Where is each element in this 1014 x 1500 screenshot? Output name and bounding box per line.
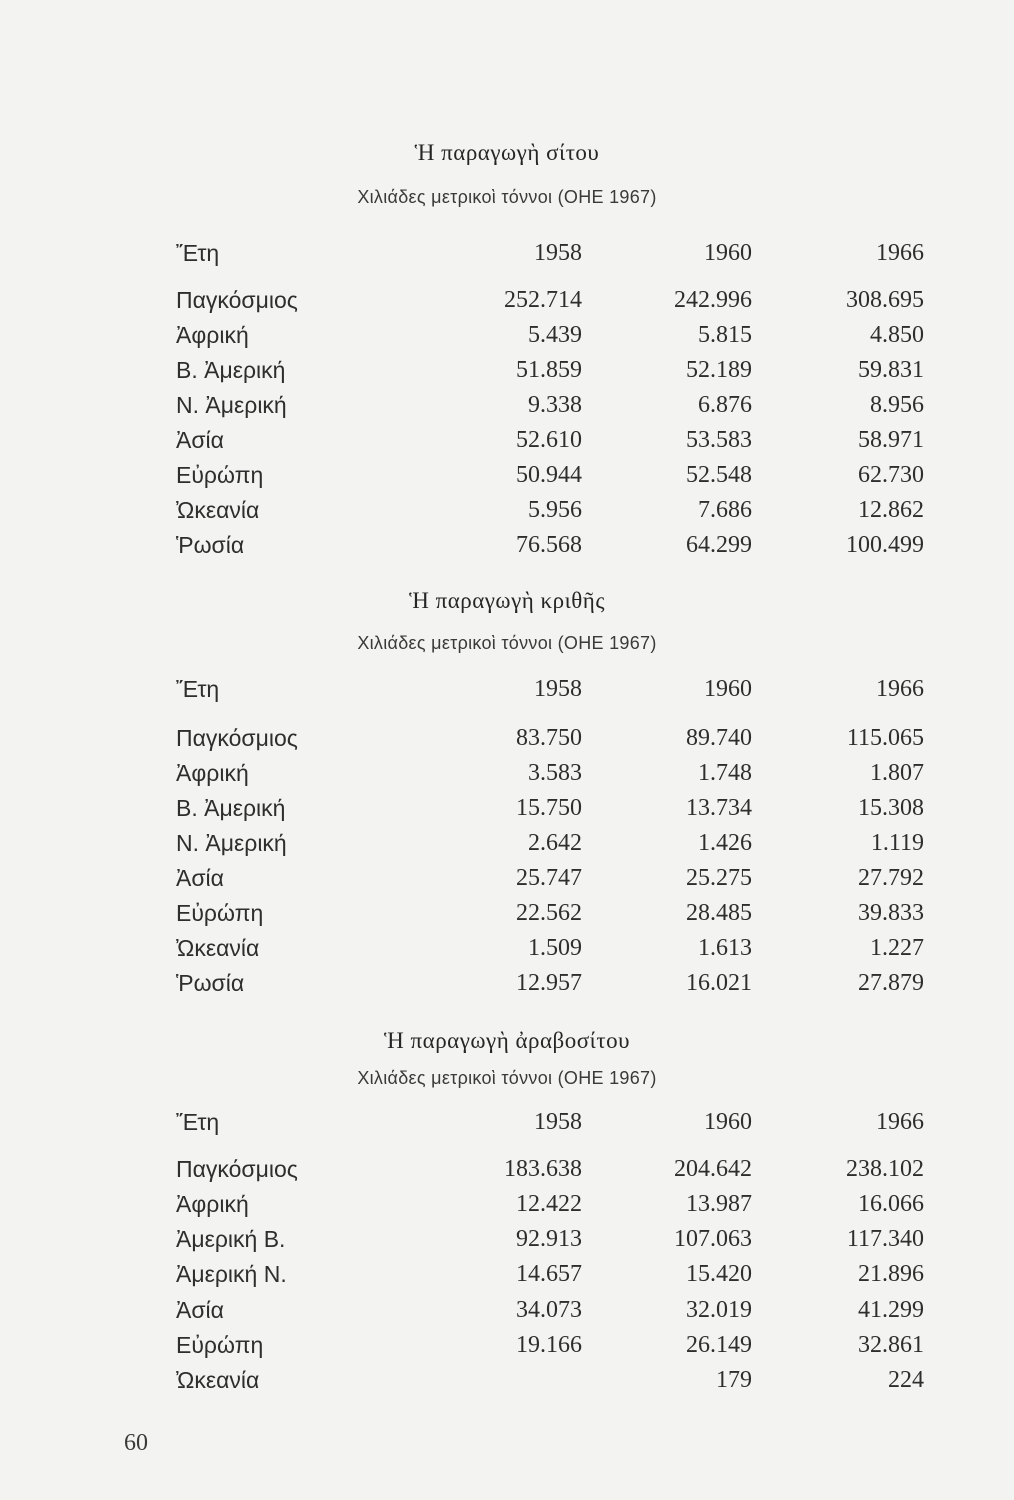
- value-cell: 12.957: [516, 970, 582, 996]
- table-row: [0, 827, 1014, 859]
- region-label: Παγκόσμιος: [176, 287, 298, 313]
- table-row: [0, 1188, 1014, 1220]
- header-year: 1958: [534, 676, 582, 702]
- region-label: Εὐρώπη: [176, 462, 264, 488]
- table-row: [0, 862, 1014, 894]
- table-row: [0, 757, 1014, 789]
- header-year: 1966: [876, 1109, 924, 1135]
- region-label: Ἀμερική Ν.: [176, 1261, 287, 1287]
- wheat-table-subtitle: Χιλιάδες μετρικοὶ τόννοι (ΟΗΕ 1967): [357, 187, 657, 207]
- value-cell: 19.166: [516, 1332, 582, 1358]
- value-cell: 3.583: [528, 760, 582, 786]
- header-year: 1960: [704, 676, 752, 702]
- value-cell: 26.149: [686, 1332, 752, 1358]
- region-label: Β. Ἀμερική: [176, 795, 286, 821]
- table-row: [0, 494, 1014, 526]
- table-row: [0, 1223, 1014, 1255]
- barley-table-title: Ἡ παραγωγὴ κριθῆς: [409, 588, 605, 613]
- value-cell: 28.485: [686, 900, 752, 926]
- value-cell: 8.956: [870, 392, 924, 418]
- table-row: [0, 1364, 1014, 1396]
- value-cell: 25.275: [686, 865, 752, 891]
- barley-header-row: [0, 673, 1014, 705]
- value-cell: 5.956: [528, 497, 582, 523]
- table-row: [0, 529, 1014, 561]
- value-cell: 183.638: [504, 1156, 582, 1182]
- value-cell: 76.568: [516, 532, 582, 558]
- value-cell: 7.686: [698, 497, 752, 523]
- region-label: Ἀφρική: [176, 322, 249, 348]
- value-cell: 52.189: [686, 357, 752, 383]
- header-year: 1958: [534, 1109, 582, 1135]
- value-cell: 13.987: [686, 1191, 752, 1217]
- table-row: [0, 354, 1014, 386]
- value-cell: 89.740: [686, 725, 752, 751]
- region-label: Ἀσία: [176, 865, 224, 891]
- wheat-header-row: [0, 237, 1014, 269]
- value-cell: 83.750: [516, 725, 582, 751]
- header-year: 1960: [704, 240, 752, 266]
- value-cell: 1.807: [870, 760, 924, 786]
- value-cell: 9.338: [528, 392, 582, 418]
- value-cell: 179: [716, 1367, 752, 1393]
- value-cell: 115.065: [846, 725, 924, 751]
- value-cell: 34.073: [516, 1297, 582, 1323]
- value-cell: 92.913: [516, 1226, 582, 1252]
- value-cell: 1.613: [698, 935, 752, 961]
- table-row: [0, 967, 1014, 999]
- value-cell: 14.657: [516, 1261, 582, 1287]
- wheat-table-title: Ἡ παραγωγὴ σίτου: [414, 140, 600, 165]
- region-label: Ἀσία: [176, 1297, 224, 1323]
- table-row: [0, 897, 1014, 929]
- header-year: 1966: [876, 240, 924, 266]
- value-cell: 1.509: [528, 935, 582, 961]
- value-cell: 27.792: [858, 865, 924, 891]
- maize-table-subtitle: Χιλιάδες μετρικοὶ τόννοι (ΟΗΕ 1967): [357, 1068, 657, 1088]
- table-row: [0, 722, 1014, 754]
- region-label: Εὐρώπη: [176, 1332, 264, 1358]
- value-cell: 15.420: [686, 1261, 752, 1287]
- value-cell: 252.714: [504, 287, 582, 313]
- value-cell: 308.695: [846, 287, 924, 313]
- value-cell: 5.815: [698, 322, 752, 348]
- header-year: 1960: [704, 1109, 752, 1135]
- value-cell: 1.426: [698, 830, 752, 856]
- table-row: [0, 1294, 1014, 1326]
- region-label: Ἀσία: [176, 427, 224, 453]
- region-label: Ῥωσία: [176, 970, 245, 996]
- region-label: Ἀμερική Β.: [176, 1226, 286, 1252]
- header-label: Ἔτη: [176, 240, 220, 266]
- maize-table-title: Ἡ παραγωγὴ ἀραβοσίτου: [384, 1028, 630, 1053]
- value-cell: 1.119: [870, 830, 924, 856]
- value-cell: 15.750: [516, 795, 582, 821]
- header-label: Ἔτη: [176, 676, 220, 702]
- value-cell: 58.971: [858, 427, 924, 453]
- region-label: Ν. Ἀμερική: [176, 830, 287, 856]
- table-row: [0, 459, 1014, 491]
- value-cell: 52.548: [686, 462, 752, 488]
- table-row: [0, 1153, 1014, 1185]
- value-cell: 204.642: [674, 1156, 752, 1182]
- table-row: [0, 319, 1014, 351]
- value-cell: 224: [888, 1367, 924, 1393]
- value-cell: 15.308: [858, 795, 924, 821]
- value-cell: 51.859: [516, 357, 582, 383]
- value-cell: 100.499: [846, 532, 924, 558]
- value-cell: 5.439: [528, 322, 582, 348]
- region-label: Παγκόσμιος: [176, 1156, 298, 1182]
- region-label: Ἀφρική: [176, 1191, 249, 1217]
- region-label: Ῥωσία: [176, 532, 245, 558]
- value-cell: 1.748: [698, 760, 752, 786]
- table-row: [0, 932, 1014, 964]
- value-cell: 41.299: [858, 1297, 924, 1323]
- value-cell: 238.102: [846, 1156, 924, 1182]
- value-cell: 59.831: [858, 357, 924, 383]
- value-cell: 117.340: [846, 1226, 924, 1252]
- value-cell: 32.019: [686, 1297, 752, 1323]
- value-cell: 50.944: [516, 462, 582, 488]
- region-label: Εὐρώπη: [176, 900, 264, 926]
- value-cell: 12.422: [516, 1191, 582, 1217]
- value-cell: 6.876: [698, 392, 752, 418]
- region-label: Β. Ἀμερική: [176, 357, 286, 383]
- region-label: Ὠκεανία: [176, 935, 260, 961]
- barley-table-subtitle: Χιλιάδες μετρικοὶ τόννοι (ΟΗΕ 1967): [357, 633, 657, 653]
- value-cell: 21.896: [858, 1261, 924, 1287]
- value-cell: 16.066: [858, 1191, 924, 1217]
- value-cell: 242.996: [674, 287, 752, 313]
- value-cell: 1.227: [870, 935, 924, 961]
- header-year: 1958: [534, 240, 582, 266]
- region-label: Ἀφρική: [176, 760, 249, 786]
- table-row: [0, 792, 1014, 824]
- region-label: Παγκόσμιος: [176, 725, 298, 751]
- value-cell: 53.583: [686, 427, 752, 453]
- header-label: Ἔτη: [176, 1109, 220, 1135]
- maize-header-row: [0, 1106, 1014, 1138]
- value-cell: 12.862: [858, 497, 924, 523]
- value-cell: 32.861: [858, 1332, 924, 1358]
- table-row: [0, 284, 1014, 316]
- header-year: 1966: [876, 676, 924, 702]
- value-cell: 52.610: [516, 427, 582, 453]
- table-row: [0, 424, 1014, 456]
- value-cell: 62.730: [858, 462, 924, 488]
- region-label: Ὠκεανία: [176, 1367, 260, 1393]
- table-row: [0, 1258, 1014, 1290]
- value-cell: 13.734: [686, 795, 752, 821]
- table-row: [0, 1329, 1014, 1361]
- value-cell: 107.063: [674, 1226, 752, 1252]
- value-cell: 64.299: [686, 532, 752, 558]
- value-cell: 25.747: [516, 865, 582, 891]
- page-number: 60: [124, 1430, 148, 1456]
- value-cell: 4.850: [870, 322, 924, 348]
- value-cell: 22.562: [516, 900, 582, 926]
- table-row: [0, 389, 1014, 421]
- region-label: Ν. Ἀμερική: [176, 392, 287, 418]
- value-cell: 16.021: [686, 970, 752, 996]
- value-cell: 39.833: [858, 900, 924, 926]
- value-cell: 27.879: [858, 970, 924, 996]
- value-cell: 2.642: [528, 830, 582, 856]
- region-label: Ὠκεανία: [176, 497, 260, 523]
